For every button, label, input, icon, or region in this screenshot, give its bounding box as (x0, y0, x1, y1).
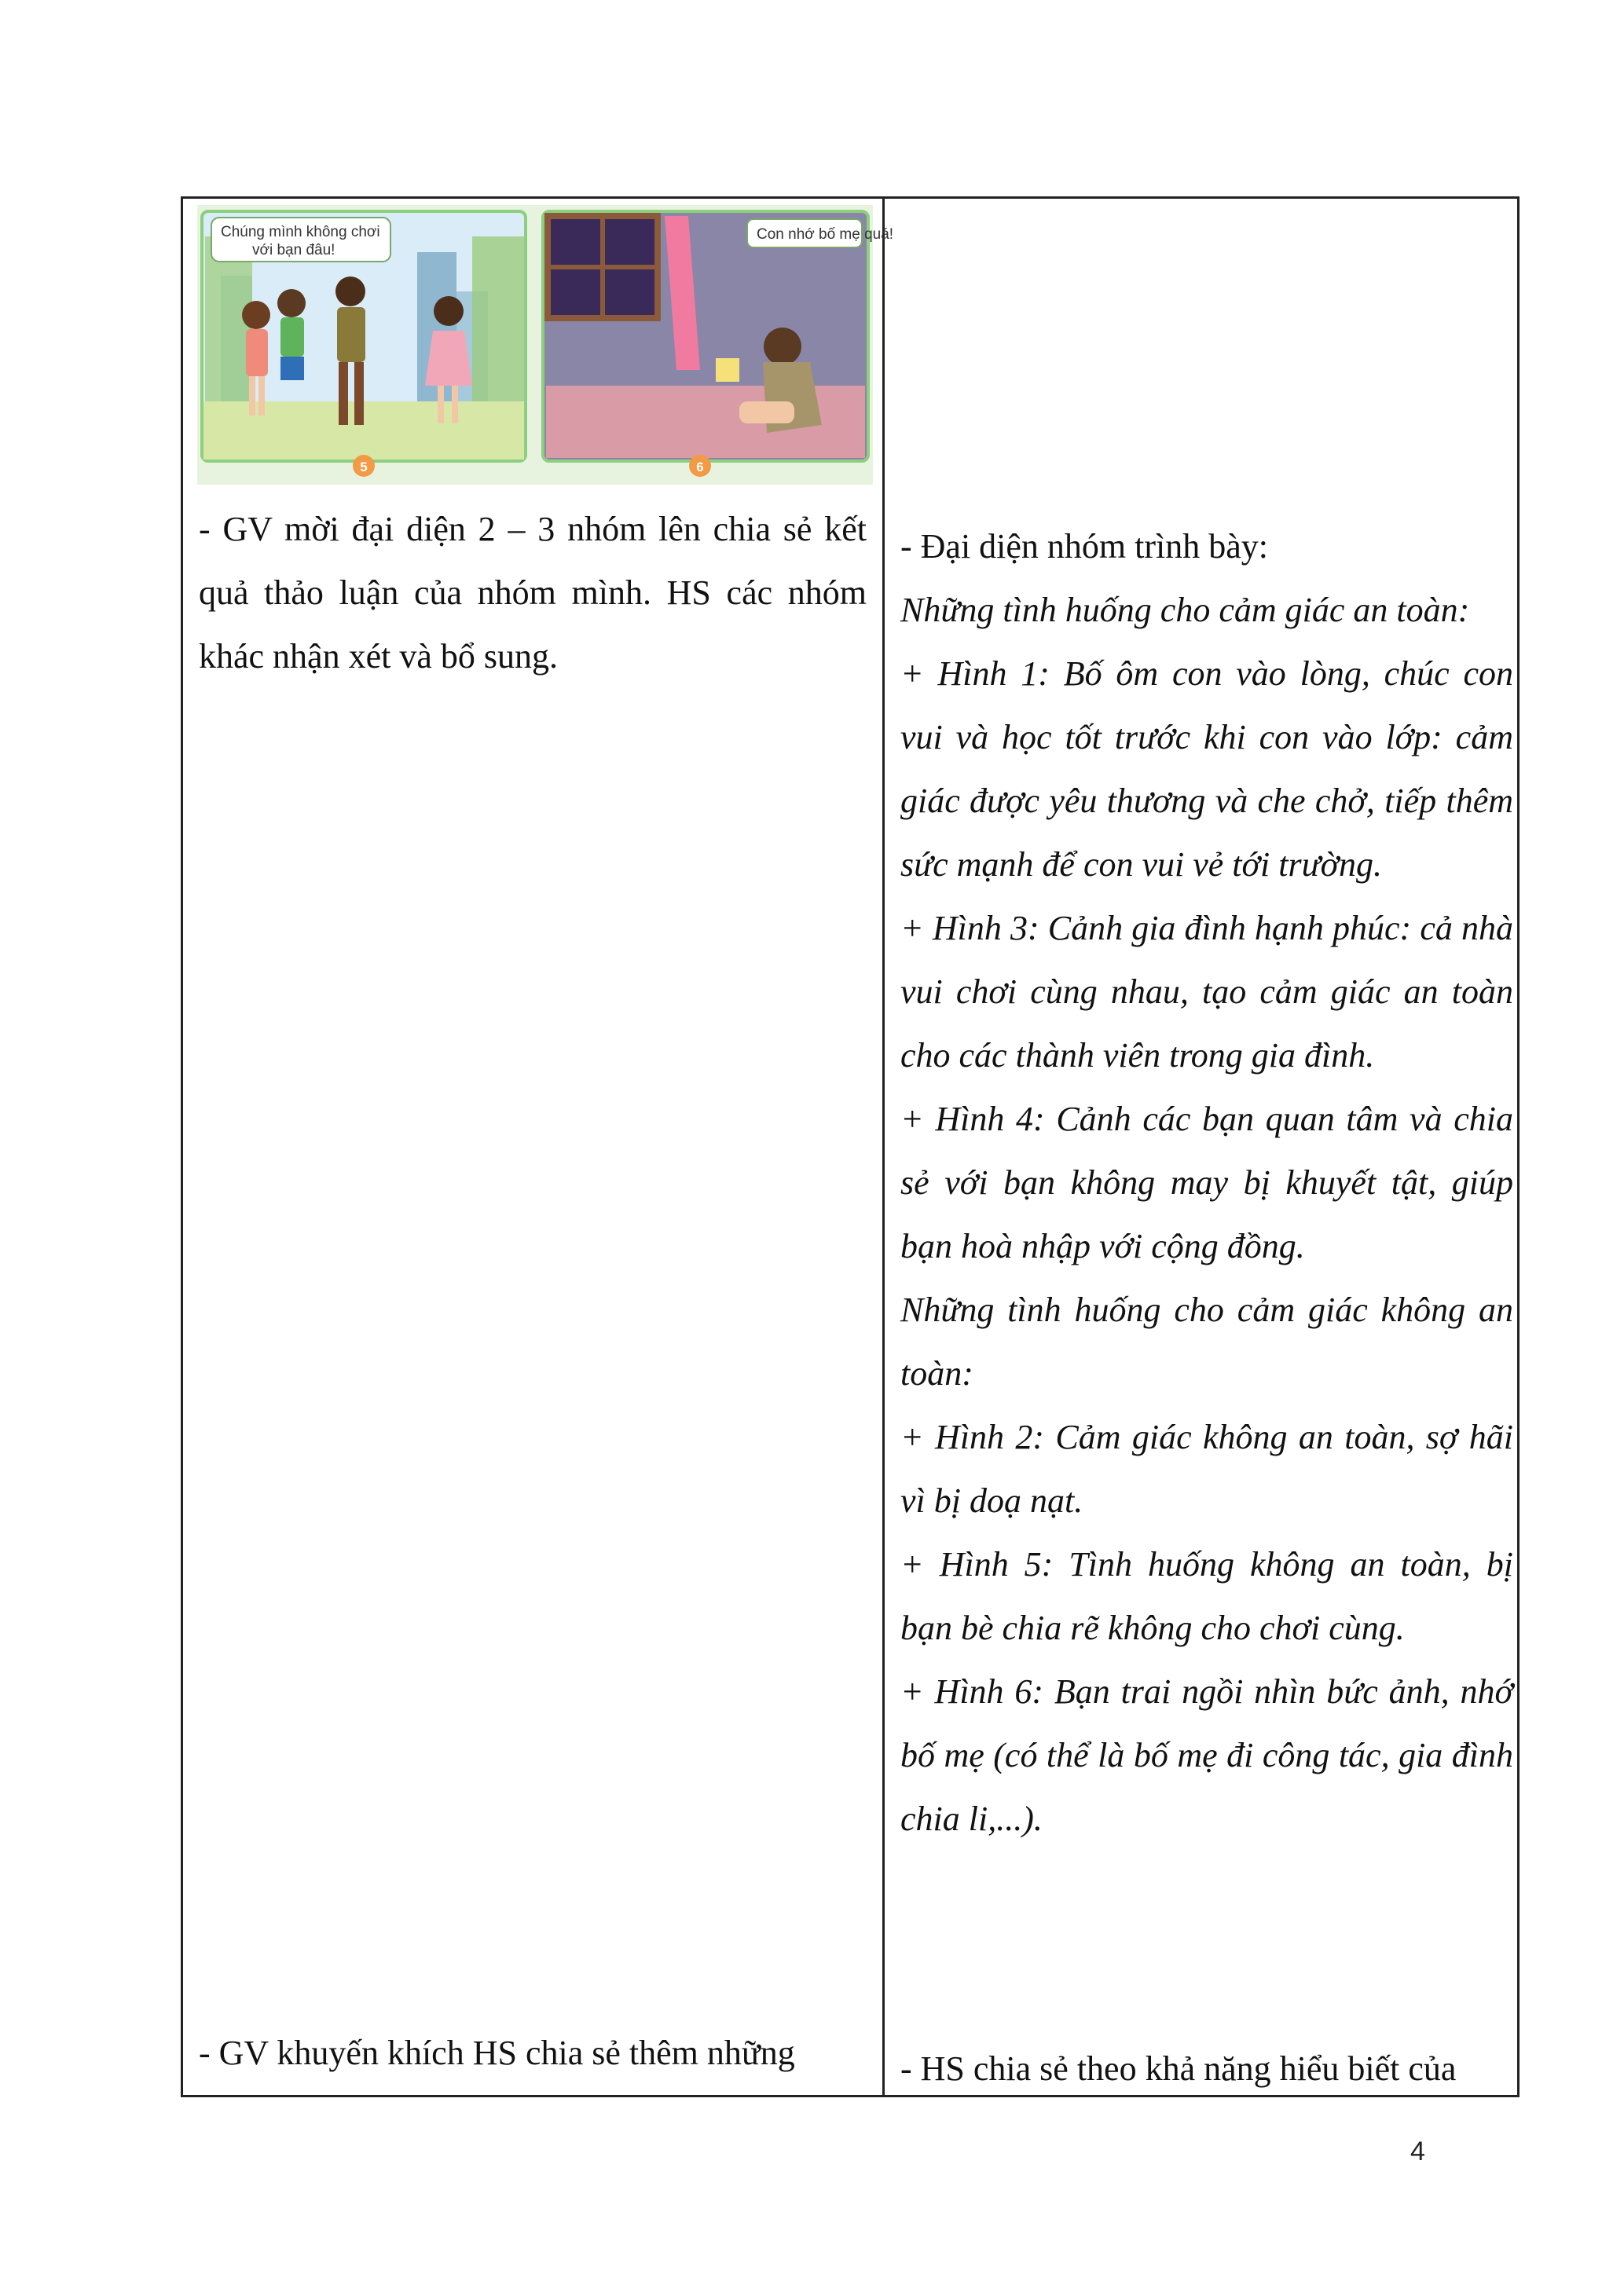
panel6-number: 6 (696, 460, 704, 474)
safe-heading: Những tình huống cho cảm giác an toàn: (900, 591, 1470, 629)
textbook-illustration (197, 205, 894, 485)
response-hinh-6: + Hình 6: Bạn trai ngồi nhìn bức ảnh, nhớ bố mẹ (có thể là bố mẹ đi công tác, gia đình chia li,...). (900, 1672, 1513, 1838)
teacher-instruction-2: - GV khuyến khích HS chia sẻ thêm những (199, 2034, 795, 2072)
student-column (885, 199, 1517, 2095)
teacher-column (183, 199, 894, 2095)
illustration-panel-6 (543, 211, 893, 477)
bubble-panel5-line1: Chúng mình không chơi (221, 224, 380, 240)
illustration-panel-5 (202, 211, 526, 477)
unsafe-heading: Những tình huống cho cảm giác không an toàn: (900, 1291, 1513, 1393)
panel5-number: 5 (360, 460, 368, 474)
response-hinh-1: + Hình 1: Bố ôm con vào lòng, chúc con vui và học tốt trước khi con vào lớp: cảm giác được yêu thương và che chở, tiếp thêm sức mạnh để con vui vẻ tới trường. (900, 654, 1513, 884)
response-hinh-2: + Hình 2: Cảm giác không an toàn, sợ hãi vì bị doạ nạt. (900, 1418, 1513, 1520)
teacher-instruction-1: - GV mời đại diện 2 – 3 nhóm lên chia sẻ kết quả thảo luận của nhóm mình. HS các nhóm khác nhận xét và bổ sung. (199, 510, 867, 676)
response-intro: - Đại diện nhóm trình bày: (900, 527, 1269, 566)
response-last: - HS chia sẻ theo khả năng hiểu biết của (900, 2049, 1457, 2088)
student-response (900, 514, 1513, 1851)
response-hinh-3: + Hình 3: Cảnh gia đình hạnh phúc: cả nhà vui chơi cùng nhau, tạo cảm giác an toàn cho các thành viên trong gia đình. (900, 909, 1513, 1075)
response-hinh-4: + Hình 4: Cảnh các bạn quan tâm và chia sẻ với bạn không may bị khuyết tật, giúp bạn hoà nhập với cộng đồng. (900, 1100, 1513, 1265)
response-hinh-5: + Hình 5: Tình huống không an toàn, bị bạn bè chia rẽ không cho chơi cùng. (900, 1545, 1513, 1647)
lesson-table (181, 196, 1520, 2097)
bubble-panel6: Con nhớ bố mẹ quá! (757, 226, 894, 243)
page-number: 4 (1410, 2137, 1425, 2166)
bubble-panel5-line2: với bạn đâu! (252, 242, 335, 258)
